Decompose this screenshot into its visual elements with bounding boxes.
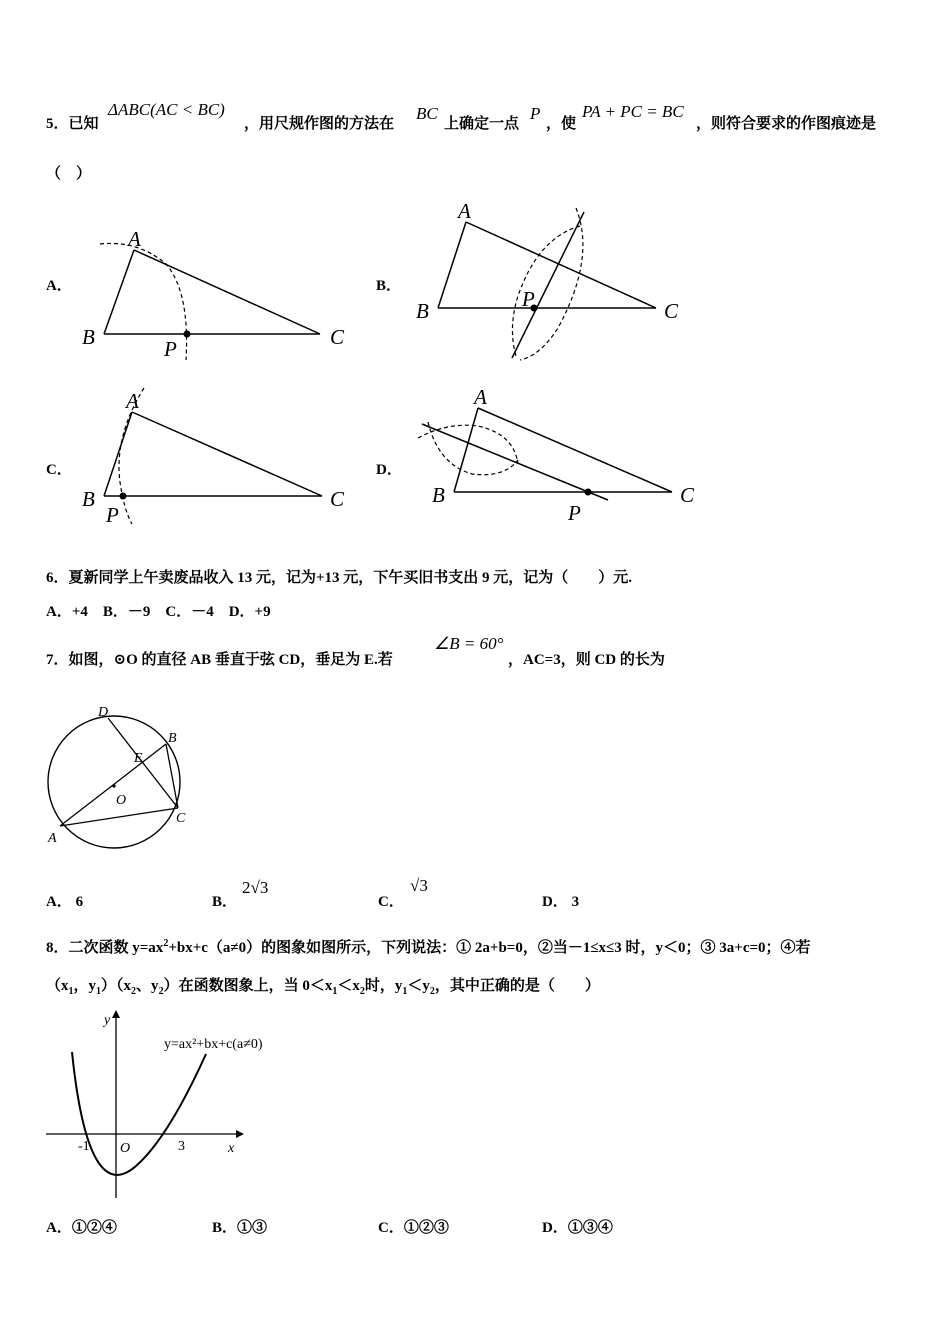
option-label: D． [542,1220,568,1236]
label-b: B [416,299,429,323]
option-label: C． [378,1220,404,1236]
q8-stem-line2 [46,974,600,997]
tick-3: 3 [178,1139,185,1154]
q5-option-c-label[interactable]: C． [46,462,72,478]
q5-math-p: P [530,104,541,123]
option-label: A． [46,894,72,910]
tick-neg1: -1 [78,1139,90,1154]
option-label: C． [378,894,404,910]
label-b: B [82,325,95,349]
label-c: C [330,325,345,349]
q8-sub: 2 [131,986,137,997]
q7-option-b[interactable] [212,890,237,911]
q5-number: 5．已知 [46,116,99,132]
q8-sub: 1 [332,986,338,997]
option-value: 3 [571,894,580,910]
label-p: P [522,287,535,311]
q7-math-angle: ∠B = 60° [434,634,504,653]
q5-text3: 上确定一点 [444,116,520,132]
q8-text: ＜x [337,978,360,994]
label-p: P [106,503,119,527]
q8-text: ）在函数图象上，当 0＜x [163,978,333,994]
label-a: A [458,199,471,223]
label-e: E [134,751,143,766]
q8-text: ，y [73,978,97,994]
q7-stem-2: ，AC=3，则 CD 的长为 [508,652,665,668]
option-value: 6 [75,894,84,910]
label-p: P [164,337,177,361]
y-axis-label: y [104,1013,111,1028]
q5-math-bc: BC [416,104,438,123]
q8-text: 、y [136,978,159,994]
origin-label: O [120,1141,131,1156]
q7-option-a[interactable] [46,890,83,911]
label-c: C [680,483,695,507]
q5-figure-d [408,382,708,528]
q7-option-c[interactable] [378,890,404,911]
label-c: C [176,811,186,826]
option-label: A． [46,1220,72,1236]
q8-text: ）（x [101,978,132,994]
q6-options[interactable]: A．+4 B．－9 C．－4 D．+9 [46,604,271,620]
label-a: A [128,227,141,251]
q7-option-c-value: √3 [410,876,428,895]
label-c: C [664,299,679,323]
x-axis-label: x [228,1141,235,1156]
q5-figure-b [408,198,698,364]
q8-sub: 1 [96,986,102,997]
label-o: O [116,793,127,808]
option-value: ①③④ [567,1220,613,1236]
q8-sub: 1 [402,986,408,997]
label-b: B [168,731,177,746]
label-b: B [82,487,95,511]
option-value: ①②③ [403,1220,449,1236]
q7-option-b-value: 2√3 [242,878,269,897]
q8-option-a[interactable] [46,1216,117,1237]
label-d: D [98,705,109,720]
q8-text: （x [46,978,69,994]
q7-circle-figure [40,696,200,856]
q7-stem: 7．如图，⊙O 的直径 AB 垂直于弦 CD，垂足为 E.若 [46,652,393,668]
q8-option-b[interactable] [212,1216,267,1237]
label-a: A [126,389,139,413]
q8-option-d[interactable] [542,1216,613,1237]
q5-figure-a [78,222,358,362]
q6-stem: 6．夏新同学上午卖废品收入 13 元，记为+13 元，下午买旧书支出 9 元，记为（ ）元. [46,570,633,586]
q8-text: 时，y [364,978,403,994]
q8-sub: 1 [68,986,74,997]
label-a: A [474,385,487,409]
q5-math-triangle: ΔABC(AC < BC) [108,100,225,119]
q8-sub: 2 [359,986,365,997]
label-c: C [330,487,345,511]
option-label: B． [212,1220,238,1236]
q8-sub: 2 [429,986,435,997]
q5-option-a-label[interactable]: A． [46,278,72,294]
option-value: ①③ [237,1220,268,1236]
q5-option-d-label[interactable]: D． [376,462,402,478]
label-b: B [432,483,445,507]
q8-text: ＜y [407,978,430,994]
q8-stem-line1 [46,936,811,957]
q7-option-d[interactable] [542,890,579,911]
option-label: D． [542,894,568,910]
q8-text: ，其中正确的是（ ） [434,978,600,994]
q5-text4: ，使 [546,116,577,132]
q8-text: +bx+c（a≠0）的图象如图所示，下列说法：① 2a+b=0，②当－1≤x≤3 时，y＜0；③ 3a+c=0；④若 [168,940,811,956]
q8-option-c[interactable] [378,1216,449,1237]
option-label: B． [212,894,238,910]
equation-label: y=ax²+bx+c(a≠0) [164,1037,263,1052]
option-value: ①②④ [71,1220,117,1236]
q8-sup: 2 [163,938,169,949]
q8-parabola-graph [40,1008,300,1204]
q5-text5: ，则符合要求的作图痕迹是 [696,116,877,132]
q5-option-b-label[interactable]: B． [376,278,402,294]
label-a: A [48,831,57,846]
q5-math-eq: PA + PC = BC [582,102,684,121]
q5-text2: ，用尺规作图的方法在 [244,116,395,132]
q8-text: 8．二次函数 y=ax [46,940,164,956]
q5-figure-c [78,386,358,528]
q5-stem [46,112,99,133]
label-p: P [568,501,581,525]
q8-sub: 2 [158,986,164,997]
q5-paren: （ ） [46,166,92,182]
